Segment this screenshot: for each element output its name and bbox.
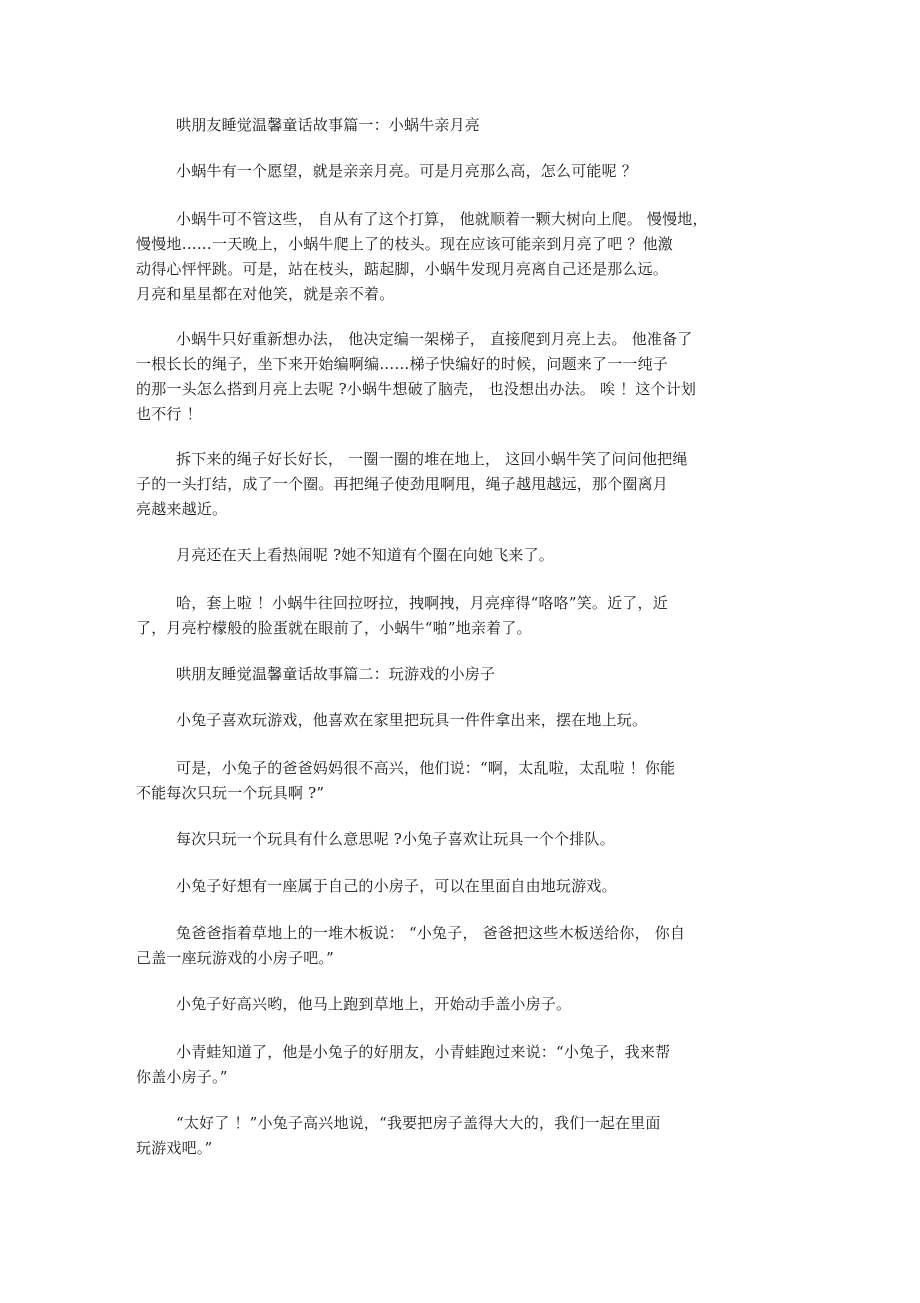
paragraph [136,992,786,1017]
text-line: 可是，小兔子的爸爸妈妈很不高兴，他们说：“啊，太乱啦，太乱啦 ！你能 [176,759,676,777]
text-line: 哄朋友睡觉温馨童话故事篇二：玩游戏的小房子 [176,665,496,683]
paragraph [136,327,786,427]
text-line: 每次只玩一个玩具有什么意思呢 ?小兔子喜欢让玩具一个个排队。 [176,830,615,848]
text-line: 小兔子好想有一座属于自己的小房子，可以在里面自由地玩游戏。 [176,877,617,895]
paragraph [136,921,786,971]
text-line: 慢慢地……一天晚上，小蜗牛爬上了的枝头。现在应该可能亲到月亮了吧 ？他激 [136,235,673,253]
text-line: 月亮还在天上看热闹呢 ?她不知道有个圈在向她飞来了。 [176,546,555,564]
text-line: 子的一头打结，成了一个圈。再把绳子使劲甩啊甩，绳子越甩越远，那个圈离月 [136,475,669,493]
story-one-title [136,113,786,138]
text-line: 小蜗牛只好重新想办法， 他决定编一架梯子， 直接爬到月亮上去。 他准备了 [176,330,693,348]
text-line: 小兔子喜欢玩游戏，他喜欢在家里把玩具一件件拿出来，摆在地上玩。 [176,711,648,729]
paragraph [136,207,786,307]
text-line: 小青蛙知道了，他是小兔子的好朋友，小青蛙跑过来说：“小兔子，我来帮 [176,1043,671,1061]
text-line: “太好了 ！”小兔子高兴地说，“我要把房子盖得大大的，我们一起在里面 [176,1114,661,1132]
text-line: 拆下来的绳子好长好长， 一圈一圈的堆在地上， 这回小蜗牛笑了问问他把绳 [176,450,688,468]
text-line: 兔爸爸指着草地上的一堆木板说： “小兔子， 爸爸把这些木板送给你， 你自 [176,924,686,942]
text-line: 不能每次只玩一个玩具啊 ?” [136,784,325,802]
text-line: 你盖小房子。” [136,1068,228,1086]
paragraph [136,827,786,852]
text-line: 月亮和星星都在对他笑，就是亲不着。 [136,285,395,303]
paragraph [136,756,786,806]
text-line: 一根长长的绳子，坐下来开始编啊编……梯子快编好的时候，问题来了一一纯子 [136,355,669,373]
text-line: 玩游戏吧。” [136,1139,213,1157]
paragraph [136,874,786,899]
paragraph [136,159,786,184]
text-line: 小蜗牛可不管这些， 自从有了这个打算， 他就顺着一颗大树向上爬。 慢慢地， [176,210,708,228]
text-line: 哈，套上啦 ！小蜗牛往回拉呀拉，拽啊拽，月亮痒得“咯咯”笑。近了，近 [176,594,668,612]
text-line: 了，月亮柠檬般的脸蛋就在眼前了，小蜗牛“啪”地亲着了。 [136,619,532,637]
text-line: 哄朋友睡觉温馨童话故事篇一：小蜗牛亲月亮 [176,116,481,134]
paragraph [136,591,786,641]
text-line: 动得心怦怦跳。可是，站在枝头，踮起脚，小蜗牛发现月亮离自己还是那么远。 [136,260,669,278]
text-line: 己盖一座玩游戏的小房子吧。” [136,949,334,967]
paragraph [136,1040,786,1090]
paragraph [136,708,786,733]
text-line: 亮越来越近。 [136,500,228,518]
text-line: 小兔子好高兴哟，他马上跑到草地上，开始动手盖小房子。 [176,995,572,1013]
text-line: 也不行 ！ [136,405,202,423]
paragraph [136,543,786,568]
text-line: 的那一头怎么搭到月亮上去呢 ?小蜗牛想破了脑壳， 也没想出办法。 唉 ！这个计划 [136,380,697,398]
story-two-title [136,662,786,687]
text-line: 小蜗牛有一个愿望，就是亲亲月亮。可是月亮那么高，怎么可能呢 ？ [176,162,637,180]
paragraph [136,447,786,522]
paragraph [136,1111,786,1161]
